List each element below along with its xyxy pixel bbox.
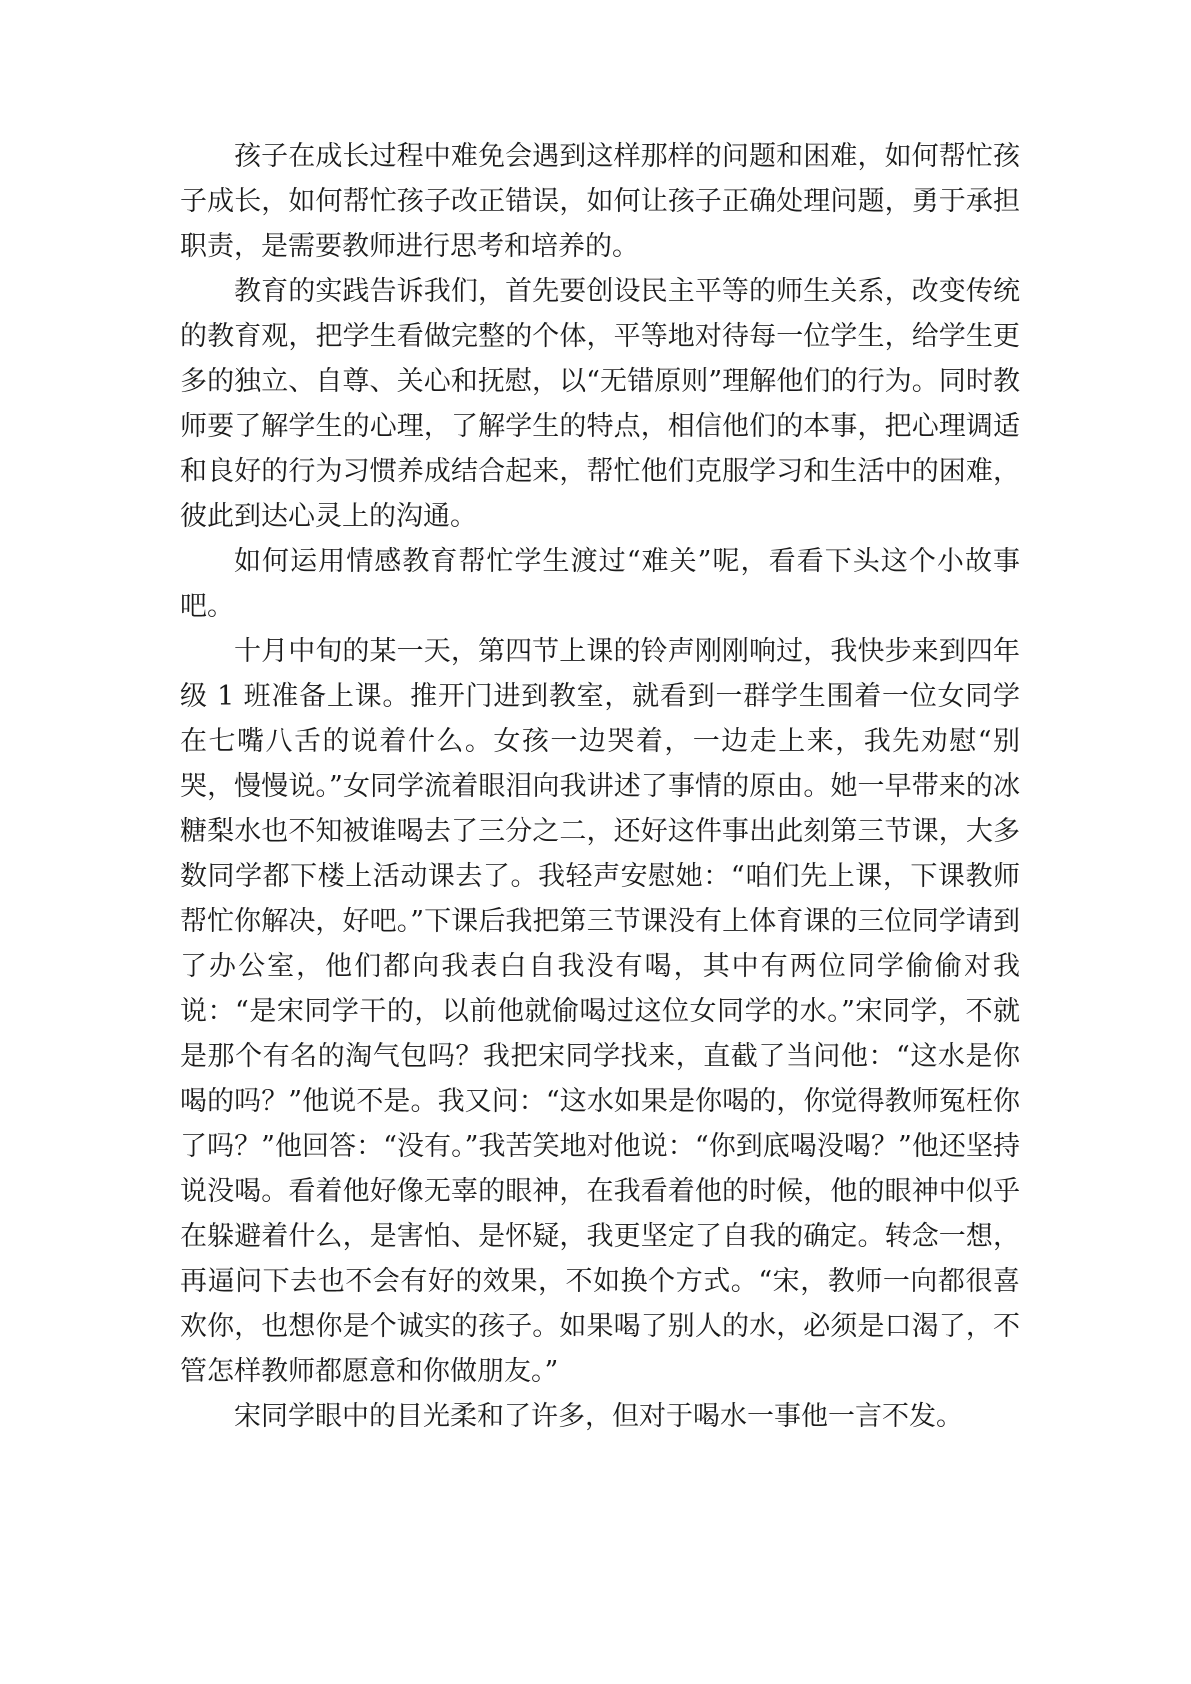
paragraph-story-intro: 如何运用情感教育帮忙学生渡过“难关”呢，看看下头这个小故事吧。 xyxy=(180,546,1020,622)
document-body xyxy=(180,134,1020,1439)
paragraph-story-continued: 宋同学眼中的目光柔和了许多，但对于喝水一事他一言不发。 xyxy=(234,1401,963,1432)
paragraph-education-practice: 教育的实践告诉我们，首先要创设民主平等的师生关系，改变传统的教育观，把学生看做完整的个体，平等地对待每一位学生，给学生更多的独立、自尊、关心和抚慰，以“无错原则”理解他们的行为。同时教师要了解学生的心理，了解学生的特点，相信他们的本事，把心理调适和良好的行为习惯养成结合起来，帮忙他们克服学习和生活中的困难，彼此到达心灵上的沟通。 xyxy=(180,276,1020,532)
paragraph-story: 十月中旬的某一天，第四节上课的铃声刚刚响过，我快步来到四年级 1 班准备上课。推开门进到教室，就看到一群学生围着一位女同学在七嘴八舌的说着什么。女孩一边哭着，一边走上来，我先劝慰“别哭，慢慢说。”女同学流着眼泪向我讲述了事情的原由。她一早带来的冰糖梨水也不知被谁喝去了三分之二，还好这件事出此刻第三节课，大多数同学都下楼上活动课去了。我轻声安慰她：“咱们先上课，下课教师帮忙你解决，好吧。”下课后我把第三节课没有上体育课的三位同学请到了办公室，他们都向我表白自我没有喝，其中有两位同学偷偷对我说：“是宋同学干的，以前他就偷喝过这位女同学的水。”宋同学，不就是那个有名的淘气包吗？我把宋同学找来，直截了当问他：“这水是你喝的吗？”他说不是。我又问：“这水如果是你喝的，你觉得教师冤枉你了吗？”他回答：“没有。”我苦笑地对他说：“你到底喝没喝？”他还坚持说没喝。看着他好像无辜的眼神，在我看着他的时候，他的眼神中似乎在躲避着什么，是害怕、是怀疑，我更坚定了自我的确定。转念一想，再逼问下去也不会有好的效果，不如换个方式。“宋，教师一向都很喜欢你，也想你是个诚实的孩子。如果喝了别人的水，必须是口渴了，不管怎样教师都愿意和你做朋友。” xyxy=(180,636,1020,1387)
paragraph-growth-problems: 孩子在成长过程中难免会遇到这样那样的问题和困难，如何帮忙孩子成长，如何帮忙孩子改正错误，如何让孩子正确处理问题，勇于承担职责，是需要教师进行思考和培养的。 xyxy=(180,141,1020,262)
